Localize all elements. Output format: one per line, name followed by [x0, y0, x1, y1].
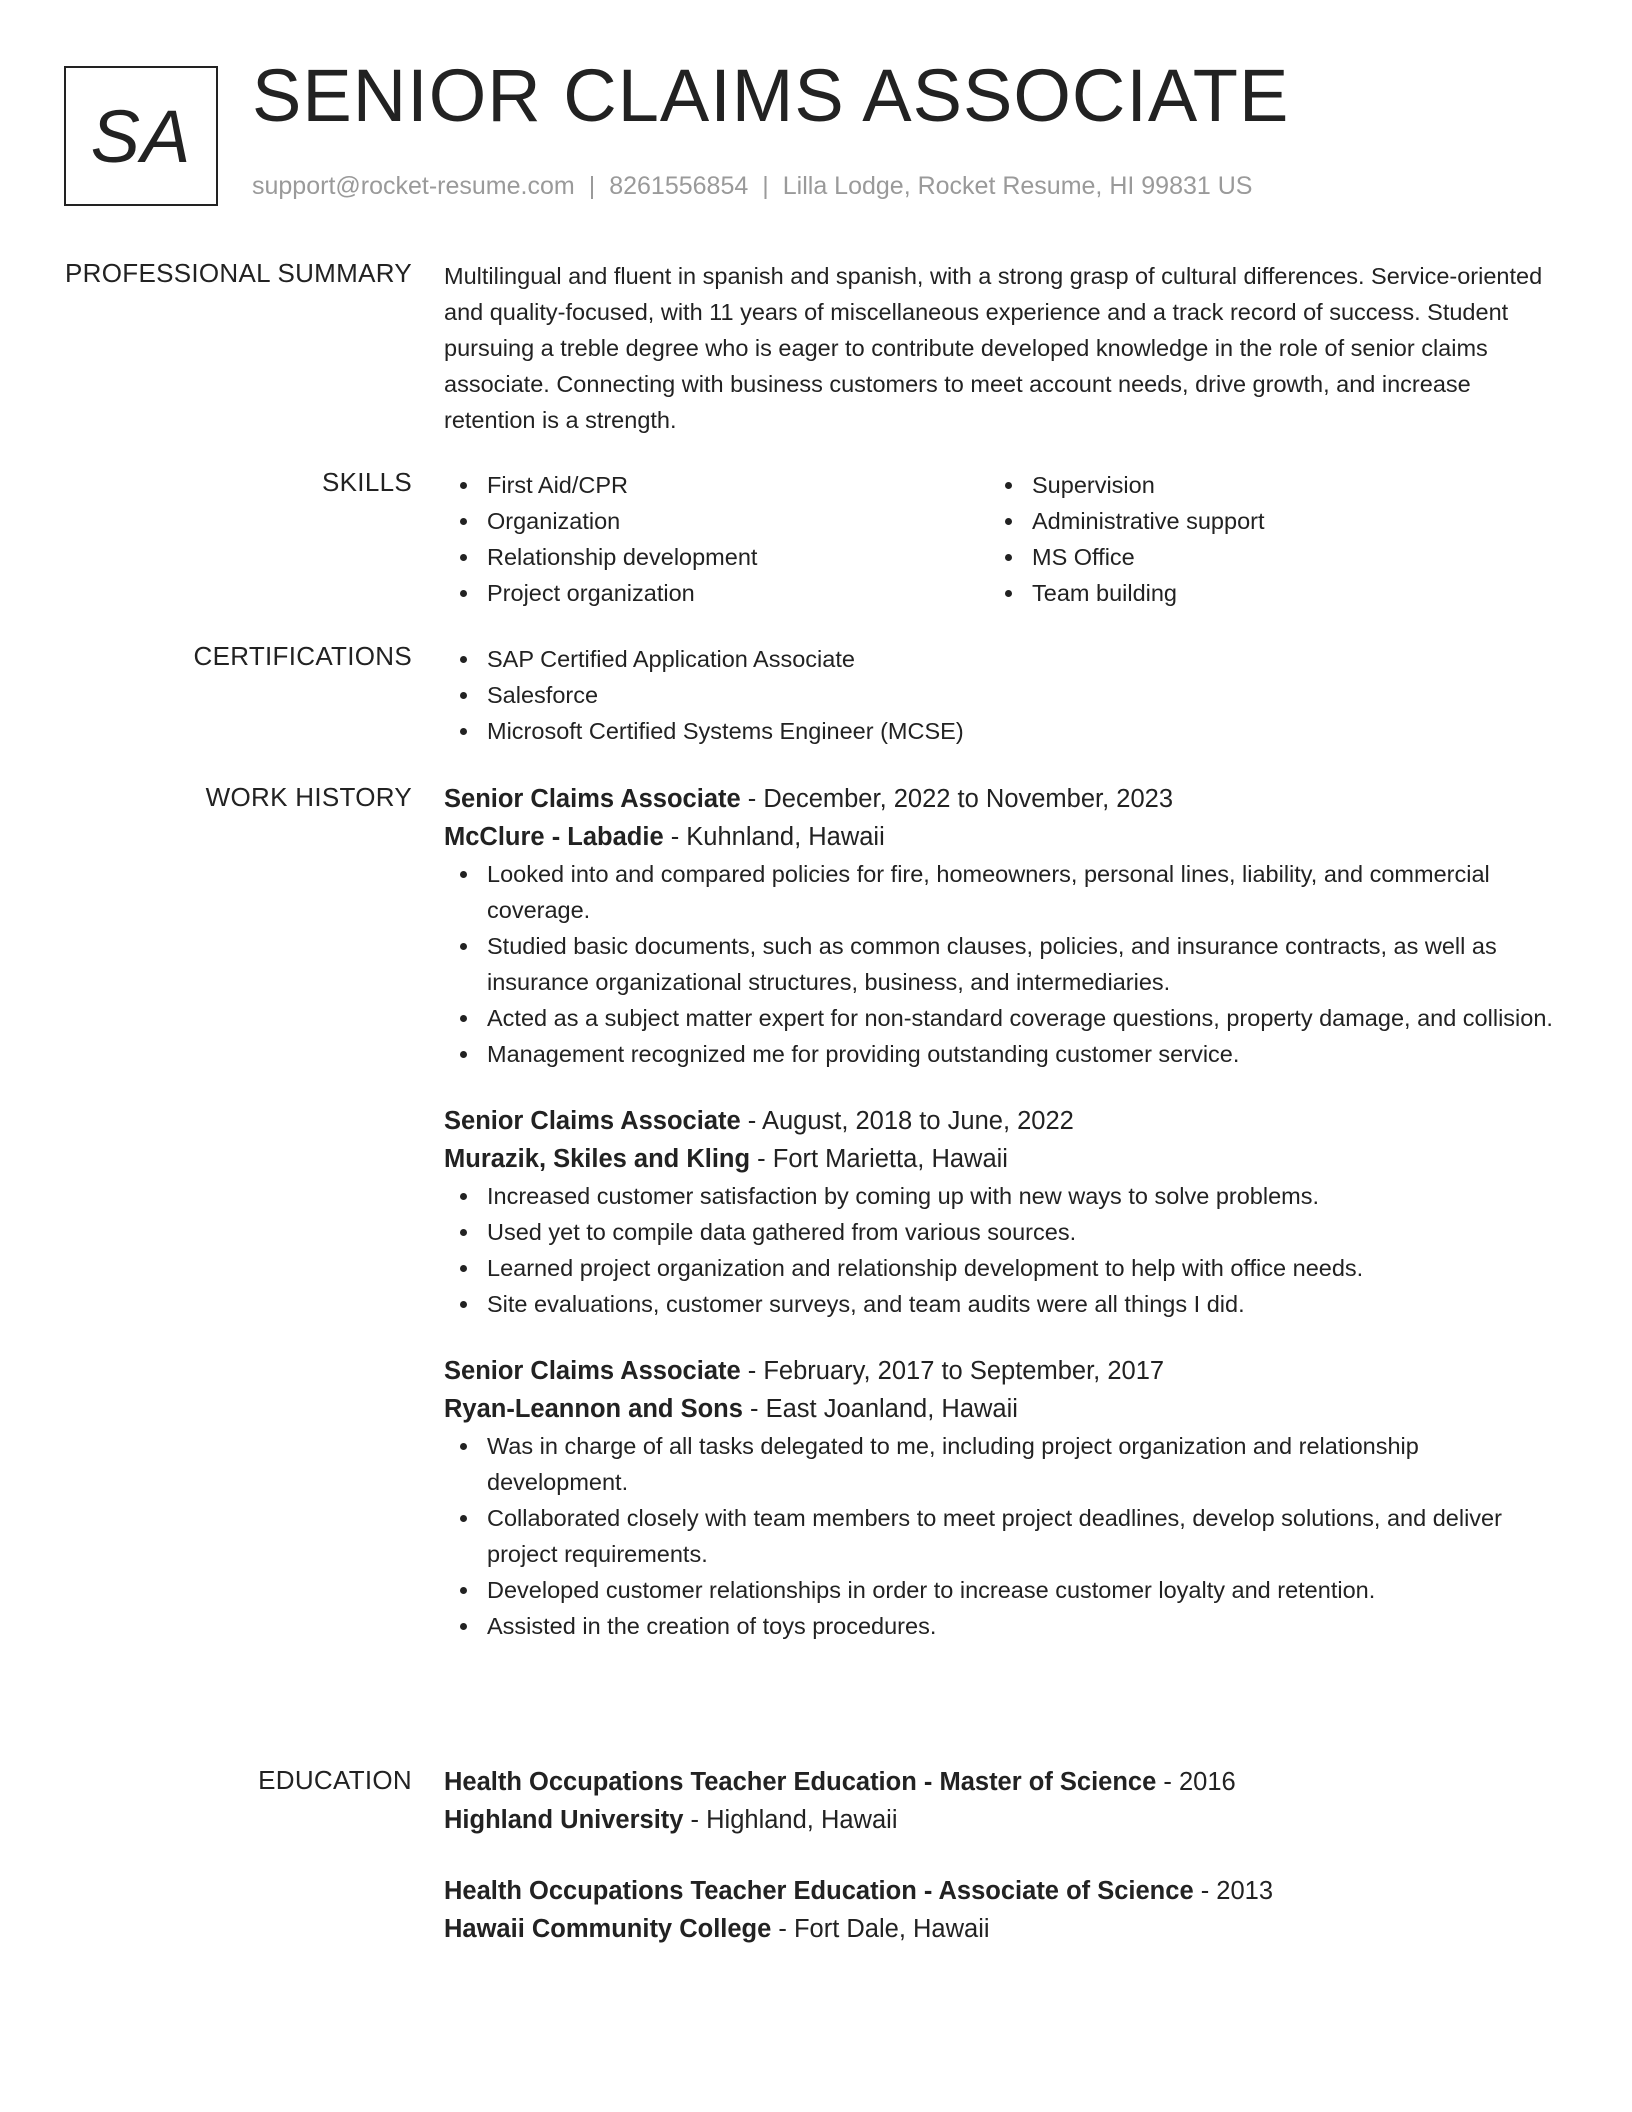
job-title: Senior Claims Associate — [444, 785, 741, 813]
job-title: Senior Claims Associate — [444, 1107, 741, 1135]
job-duty: Assisted in the creation of toys procedures. — [444, 1608, 1554, 1644]
certification-item: Salesforce — [444, 677, 1554, 713]
job-dates: - December, 2022 to November, 2023 — [740, 785, 1174, 813]
skill-item: MS Office — [989, 539, 1534, 575]
education-location: - Fort Dale, Hawaii — [771, 1915, 990, 1943]
monogram-logo — [64, 66, 218, 206]
job-company: Ryan-Leannon and Sons — [444, 1395, 743, 1423]
section-label-certifications: CERTIFICATIONS — [193, 641, 412, 671]
contact-separator: | — [588, 172, 596, 200]
skill-item: Team building — [989, 575, 1534, 611]
job-location: - Fort Marietta, Hawaii — [750, 1145, 1008, 1173]
job-company: Murazik, Skiles and Kling — [444, 1145, 751, 1173]
job-location: - East Joanland, Hawaii — [742, 1395, 1018, 1423]
section-label-education: EDUCATION — [258, 1765, 412, 1795]
job-entry — [444, 1102, 1554, 1322]
contact-line — [252, 172, 1252, 201]
education-entry — [444, 1763, 1554, 1839]
education-year: - 2016 — [1156, 1768, 1236, 1796]
education-school-line — [444, 1801, 1554, 1839]
skill-item: Administrative support — [989, 503, 1534, 539]
job-duty: Collaborated closely with team members to meet project deadlines, develop solutions, and deliver project requirements. — [444, 1500, 1554, 1572]
job-company-line — [444, 818, 1554, 856]
job-duty: Developed customer relationships in order to increase customer loyalty and retention. — [444, 1572, 1554, 1608]
contact-address: Lilla Lodge, Rocket Resume, HI 99831 US — [782, 172, 1253, 200]
resume-title: SENIOR CLAIMS ASSOCIATE — [252, 54, 1290, 137]
job-duty: Increased customer satisfaction by coming up with new ways to solve problems. — [444, 1178, 1554, 1214]
job-duty: Acted as a subject matter expert for non-standard coverage questions, property damage, and collision. — [444, 1000, 1554, 1036]
job-title: Senior Claims Associate — [444, 1357, 741, 1385]
job-dates: - February, 2017 to September, 2017 — [740, 1357, 1165, 1385]
education-degree: Health Occupations Teacher Education - Master of Science — [444, 1768, 1157, 1796]
job-duty: Studied basic documents, such as common clauses, policies, and insurance contracts, as well as insurance organizational structures, business, and intermediaries. — [444, 928, 1554, 1000]
section-label-skills: SKILLS — [322, 467, 412, 497]
skill-item: First Aid/CPR — [444, 467, 989, 503]
job-company-line — [444, 1140, 1554, 1178]
education-degree-line — [444, 1872, 1554, 1910]
job-duty: Site evaluations, customer surveys, and team audits were all things I did. — [444, 1286, 1554, 1322]
education-degree: Health Occupations Teacher Education - Associate of Science — [444, 1877, 1194, 1905]
summary-text: Multilingual and fluent in spanish and spanish, with a strong grasp of cultural differences. Service-oriented and quality-focused, with 11 years of miscellaneous experience and a track record of success. Student pursuing a treble degree who is eager to contribute developed knowledge in the role of senior claims associate. Connecting with business customers to meet account needs, drive growth, and increase retention is a strength. — [444, 263, 1543, 433]
job-duty: Learned project organization and relationship development to help with office needs. — [444, 1250, 1554, 1286]
job-title-line — [444, 1102, 1554, 1140]
skill-item: Project organization — [444, 575, 989, 611]
education-school: Highland University — [444, 1806, 684, 1834]
job-duties-list — [444, 1428, 1554, 1644]
skill-item: Supervision — [989, 467, 1534, 503]
education-school: Hawaii Community College — [444, 1915, 772, 1943]
certification-item: Microsoft Certified Systems Engineer (MCSE) — [444, 713, 1554, 749]
job-duties-list — [444, 1178, 1554, 1322]
monogram-initials: SA — [90, 94, 192, 178]
job-title-line — [444, 1352, 1554, 1390]
certification-item: SAP Certified Application Associate — [444, 641, 1554, 677]
skills-list-left — [444, 467, 989, 611]
job-dates: - August, 2018 to June, 2022 — [740, 1107, 1074, 1135]
job-company-line — [444, 1390, 1554, 1428]
education-degree-line — [444, 1763, 1554, 1801]
skills-list-right — [989, 467, 1534, 611]
education-location: - Highland, Hawaii — [683, 1806, 898, 1834]
skill-item: Relationship development — [444, 539, 989, 575]
section-label-summary: PROFESSIONAL SUMMARY — [65, 258, 412, 288]
job-duty: Was in charge of all tasks delegated to me, including project organization and relationship development. — [444, 1428, 1554, 1500]
job-entry — [444, 1352, 1554, 1644]
job-location: - Kuhnland, Hawaii — [663, 823, 885, 851]
education-entry — [444, 1872, 1554, 1948]
skill-item: Organization — [444, 503, 989, 539]
job-company: McClure - Labadie — [444, 823, 664, 851]
job-duties-list — [444, 856, 1554, 1072]
certifications-list — [444, 641, 1554, 749]
contact-separator: | — [762, 172, 769, 200]
education-year: - 2013 — [1193, 1877, 1274, 1905]
section-label-work-history: WORK HISTORY — [205, 782, 412, 812]
contact-email: support@rocket-resume.com — [252, 172, 575, 200]
job-duty: Looked into and compared policies for fire, homeowners, personal lines, liability, and commercial coverage. — [444, 856, 1554, 928]
job-duty: Management recognized me for providing outstanding customer service. — [444, 1036, 1554, 1072]
job-duty: Used yet to compile data gathered from various sources. — [444, 1214, 1554, 1250]
contact-phone: 8261556854 — [609, 172, 749, 200]
job-title-line — [444, 780, 1554, 818]
education-school-line — [444, 1910, 1554, 1948]
job-entry — [444, 780, 1554, 1072]
